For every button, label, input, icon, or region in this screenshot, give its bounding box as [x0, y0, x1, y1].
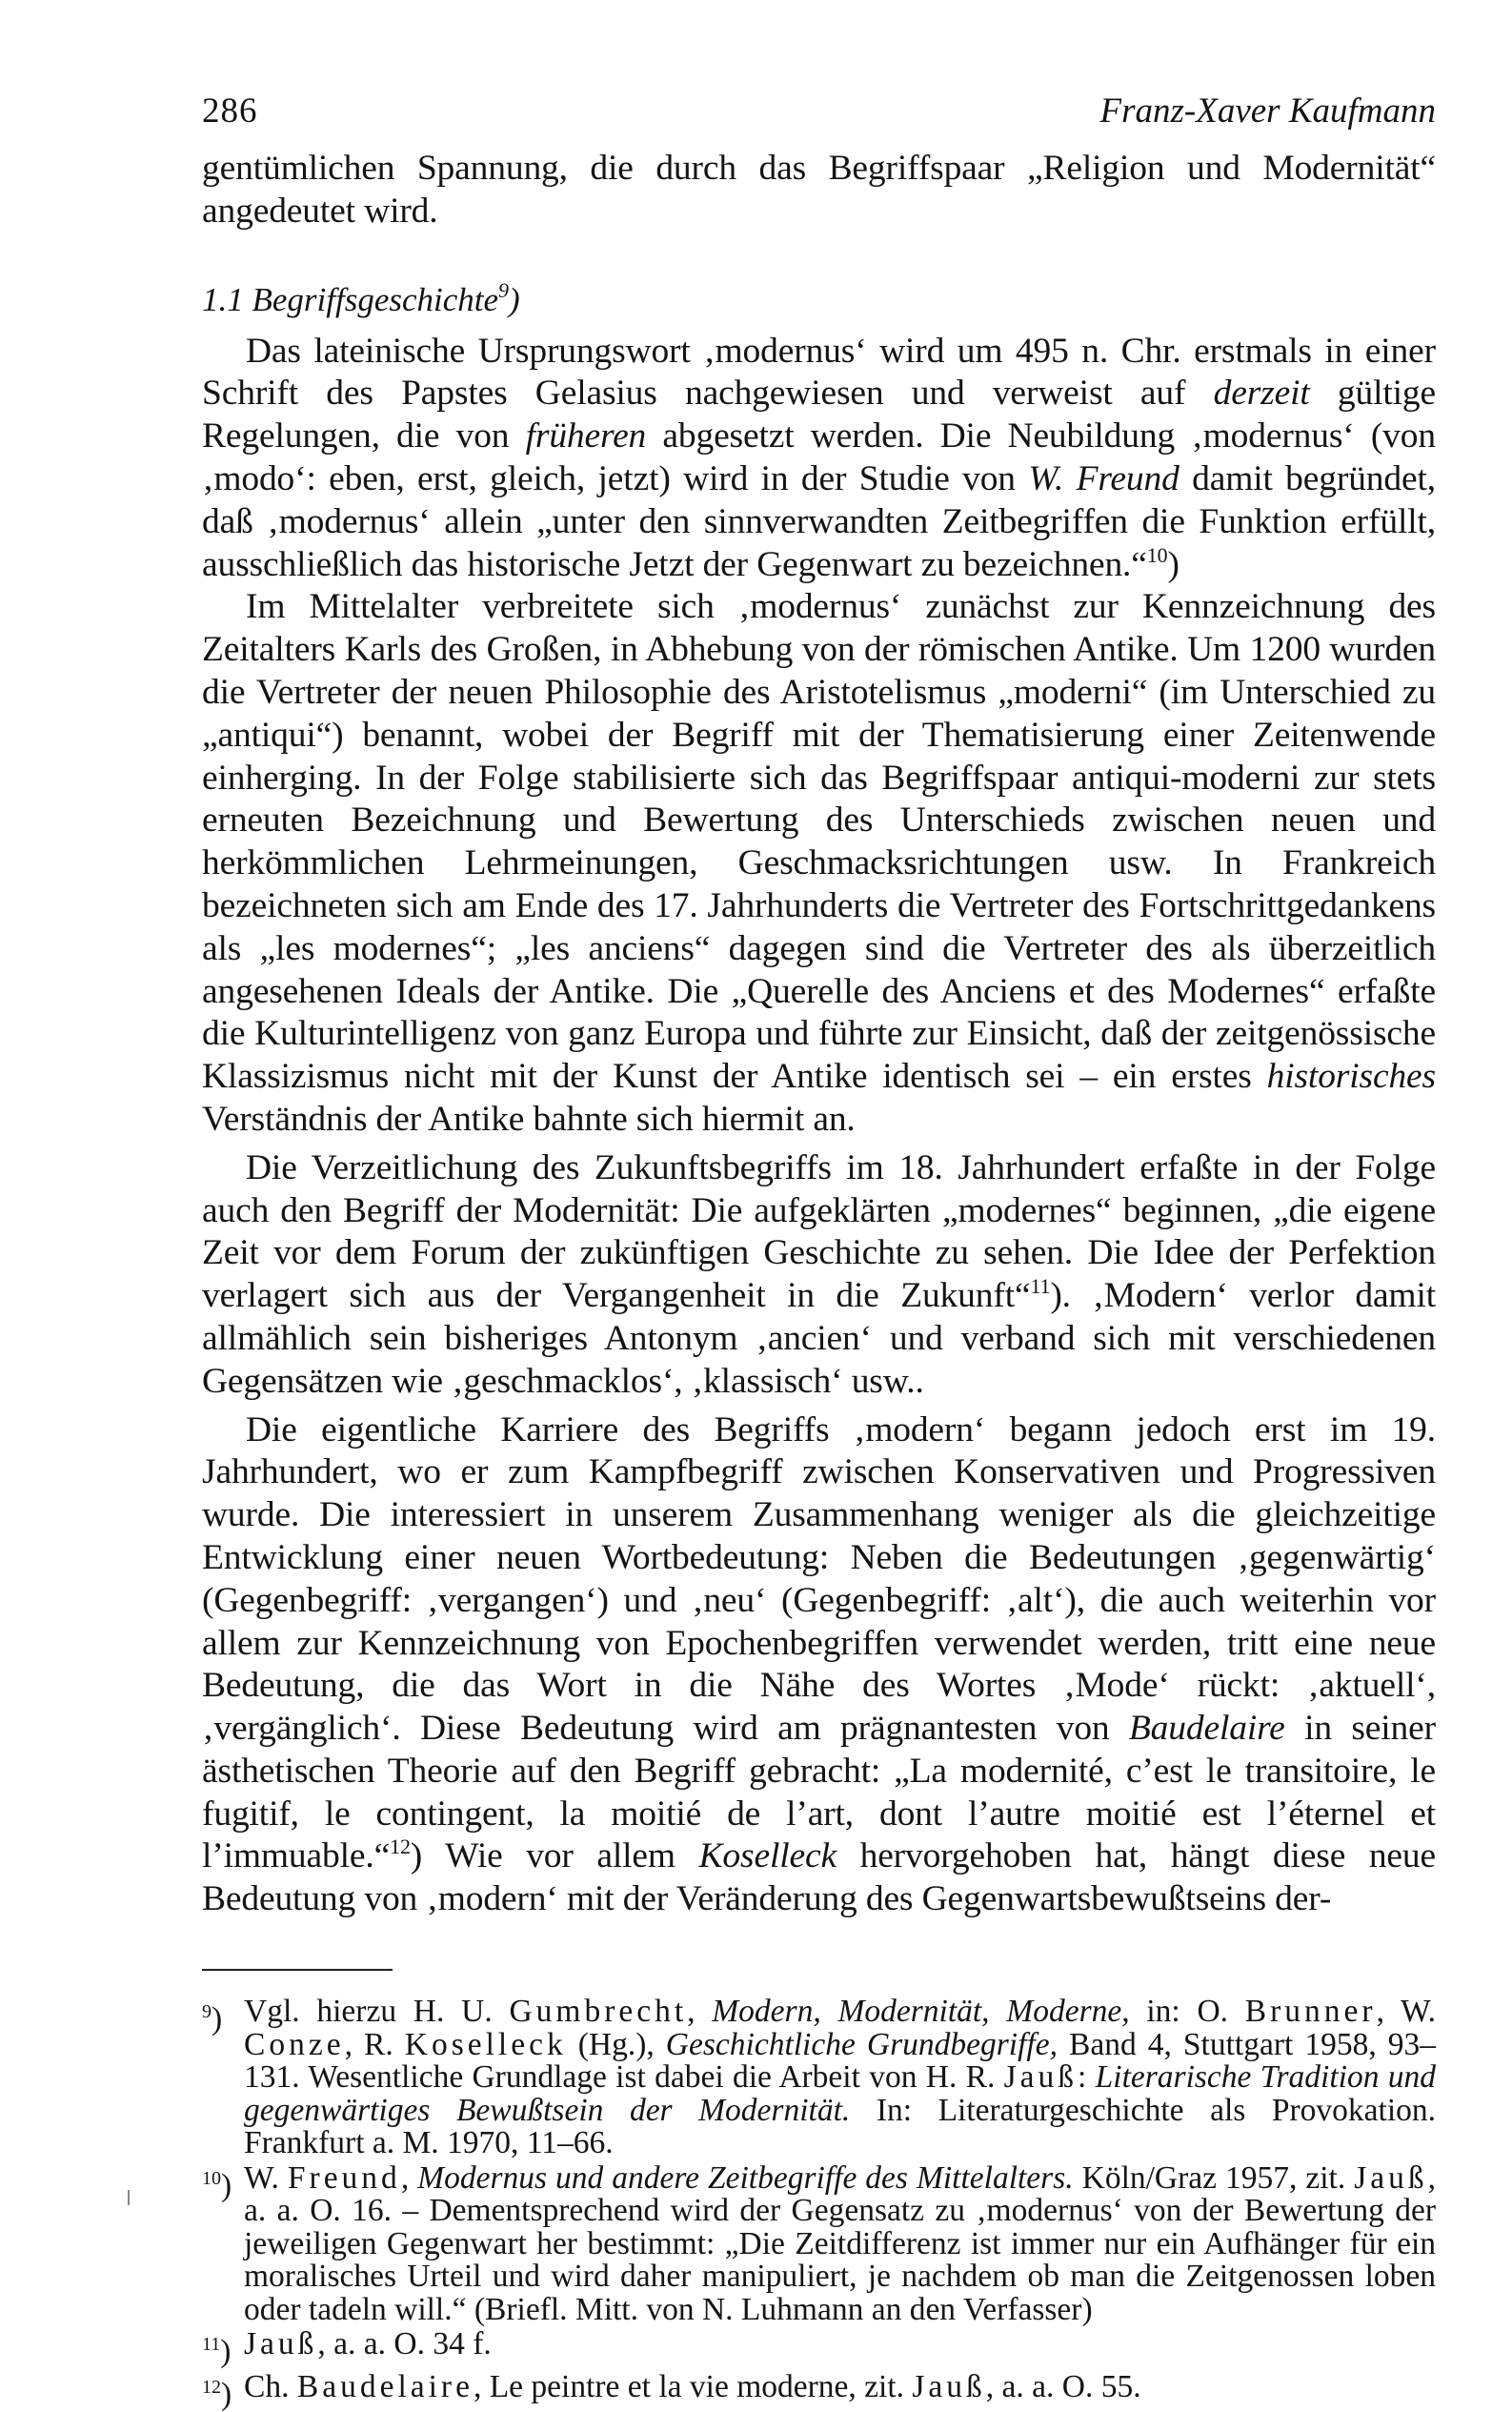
paragraph-1 [202, 331, 1436, 587]
author-name: Jauß [912, 2368, 986, 2404]
work-title: Geschichtliche Grundbegriffe, [665, 2026, 1058, 2062]
body-text [202, 148, 1436, 1921]
text-run: (Hg.), [566, 2026, 666, 2062]
text-run: Ch. [244, 2368, 297, 2404]
footnote-ref-10: 10 [1146, 542, 1168, 567]
paragraph-2 [202, 586, 1436, 1141]
footnote-10 [202, 2159, 1436, 2327]
text-run: Das lateinische Ursprungswort ‚modernus‘ wird um 495 n. Chr. erstmals in einer Schrift des Papstes Gelasius nachgewiesen und verweist auf [202, 331, 1436, 414]
section-heading: 1.1 Begriffsgeschichte$^9$) [202, 277, 520, 318]
text-run: , R. [344, 2026, 405, 2062]
footnote-divider [202, 1969, 393, 1971]
text-run: ) [1167, 544, 1179, 584]
footnote-text [244, 1996, 1436, 2160]
text-run: : [1078, 2059, 1096, 2096]
text-run: Verständnis der Antike bahnte sich hiermit an. [202, 1099, 856, 1139]
text-run: ) Wie vor allem [410, 1836, 699, 1876]
author-name: Jauß [1354, 2159, 1428, 2196]
footnote-11 [202, 2328, 1436, 2369]
footnote-12 [202, 2368, 1436, 2412]
text-run: , a. a. O. 16. – Dementsprechend wird der Gegensatz zu ‚modernus‘ von der Bewertung der jeweiligen Gegenwart her bestimmt: „Die Zeitdifferenz ist immer nur ein Aufhänger für ein moralisches Urteil und wird daher manipuliert, je nachdem ob man die Zeitgenossen loben oder tadeln will.“ (Briefl. Mitt. von N. Luhmann an den Verfasser) [244, 2159, 1436, 2327]
author-name: Baudelaire [1128, 1709, 1285, 1749]
text-run: damit begründet, daß ‚modernus‘ allein „unter den sinnverwandten Zeitbegriffen die Funktion erfüllt, ausschließlich das historische Jetzt der Gegenwart zu bezeichnen.“ [202, 458, 1436, 584]
author-name: Koselleck [698, 1836, 837, 1876]
author-name: Brunner [1244, 1994, 1377, 2030]
footnote-number: 11 [202, 2334, 221, 2356]
author-name: W. Freund [1028, 458, 1179, 498]
running-head: Franz-Xaver Kaufmann [1099, 91, 1436, 131]
text-run: Die eigentliche Karriere des Begriffs ‚modern‘ begann jedoch erst im 19. Jahrhundert, wo er zum Kampfbegriff zwischen Konservativen und Progressiven wurde. Die interessiert in unserem Zusammenhang weniger als die gleichzeitige Entwicklung einer neuen Wortbedeutung: Neben die Bedeutungen ‚gegenwärtig‘ (Gegenbegriff: ‚vergangen‘) und ‚neu‘ (Gegenbegriff: ‚alt‘), die auch weiterhin vor allem zur Kennzeichnung von Epochenbegriffen verwendet werden, tritt eine neue Bedeutung, die das Wort in die Nähe des Wortes ‚Mode‘ rückt: ‚aktuell‘, ‚vergänglich‘. Diese Bedeutung wird am prägnantesten von [202, 1409, 1436, 1749]
footnote-9 [202, 1996, 1436, 2160]
text-run: Vgl. hierzu H. U. [244, 1994, 510, 2030]
author-name: Koselleck [404, 2026, 567, 2062]
emphasis: früheren [525, 416, 647, 456]
text-run: W. [244, 2159, 288, 2196]
author-name: Gumbrecht [509, 1994, 688, 2030]
text-run: in seiner ästhetischen Theorie auf den Begriff gebracht: „La modernité, c’est le transitoire, le fugitif, le contingent, la moitié de l’art, dont l’autre moitié est l’éternel et l’immuable.“ [202, 1709, 1436, 1876]
paragraph-text: gentümlichen Spannung, die durch das Begriffspaar „Religion und Modernität“ angedeutet wird. [202, 149, 1436, 231]
emphasis: historisches [1266, 1057, 1436, 1097]
footnote-mark: $^{12}$) [202, 2376, 232, 2412]
text-run: hervorgehoben hat, hängt diese neue Bedeutung von ‚modern‘ mit der Veränderung des Gegenwartsbewußtseins der- [202, 1836, 1437, 1919]
footnote-text [244, 2159, 1436, 2327]
text-run: , W. [1376, 1994, 1436, 2030]
footnote-mark: $^{11}$) [202, 2334, 232, 2370]
text-run: , Le peintre et la vie moderne, zit. [473, 2368, 913, 2404]
paragraph-3 [202, 1147, 1436, 1404]
text-run: in: O. [1129, 1994, 1245, 2030]
work-title: Modernus und andere Zeitbegriffe des Mittelalters. [417, 2159, 1074, 2196]
paragraph-continuation [202, 148, 1436, 233]
author-name: Jauß [1003, 2059, 1079, 2096]
text-run: , a. a. O. 34 f. [317, 2326, 492, 2362]
footnote-mark: $^{10}$) [202, 2167, 232, 2203]
text-run: ). ‚Modern‘ verlor damit allmählich sein bisheriges Antonym ‚ancien‘ und verband sich mit verschiedenen Gegensätzen wie ‚geschmacklos‘, ‚klassisch‘ usw.. [202, 1276, 1436, 1401]
work-title: Literarische Tradition und gegenwärtiges Bewußtsein der Modernität. [244, 2059, 1436, 2128]
page-number: 286 [202, 91, 258, 131]
footnote-text [244, 2368, 1436, 2404]
footnote-ref-11: 11 [1030, 1274, 1051, 1299]
author-name: Freund [287, 2159, 401, 2196]
book-page [202, 91, 1436, 2411]
text-run: gültige Regelungen, die von [202, 374, 1436, 456]
text-run: , [400, 2159, 418, 2196]
author-name: Conze [244, 2026, 345, 2062]
text-run: Band 4, Stuttgart 1958, 93–131. Wesentliche Grundlage ist dabei die Arbeit von H. R. [244, 2026, 1436, 2096]
paragraph-4 [202, 1409, 1436, 1922]
author-name: Baudelaire [296, 2368, 474, 2404]
footnote-number: 12 [202, 2376, 221, 2398]
text-run: , [687, 1994, 713, 2030]
section-number: 1.1 [202, 280, 244, 318]
emphasis: derzeit [1213, 374, 1310, 414]
section-title: Begriffsgeschichte [252, 280, 499, 318]
footnote-mark: $^9$) [202, 2001, 223, 2037]
footnote-number: 10 [202, 2167, 221, 2189]
footnote-text [244, 2328, 1436, 2361]
text-run: In: Literaturgeschichte als Provokation. Frankfurt a. M. 1970, 11–66. [244, 2092, 1436, 2161]
footnote-ref-9: 9 [498, 277, 510, 302]
text-run: Die Verzeitlichung des Zukunftsbegriffs im 18. Jahrhundert erfaßte in der Folge auch den Begriff der Modernität: Die aufgeklärten „modernes“ beginnen, „die eigene Zeit vor dem Forum der zukünftigen Geschichte zu sehen. Die Idee der Perfektion verlagert sich aus der Vergangenheit in die Zukunft“ [202, 1147, 1436, 1316]
footnotes [202, 1996, 1436, 2411]
footnote-number: 9 [202, 2001, 212, 2023]
footnote-ref-12: 12 [390, 1834, 411, 1859]
text-run: abgesetzt werden. Die Neubildung ‚modernus‘ (von ‚modo‘: eben, erst, gleich, jetzt) wird in der Studie von [202, 416, 1436, 498]
author-name: Jauß [244, 2326, 318, 2362]
work-title: Modern, Modernität, Moderne, [712, 1994, 1130, 2030]
scan-artifact-mark [128, 2190, 130, 2205]
text-run: Köln/Graz 1957, zit. [1073, 2159, 1355, 2196]
page-header [202, 91, 1436, 148]
text-run: , a. a. O. 55. [985, 2368, 1141, 2404]
text-run: Im Mittelalter verbreitete sich ‚modernus‘ zunächst zur Kennzeichnung des Zeitalters Karls des Großen, in Abhebung von der römischen Antike. Um 1200 wurden die Vertreter der neuen Philosophie des Aristotelismus „moderni“ (im Unterschied zu „antiqui“) benannt, wobei der Begriff mit der Thematisierung einer Zeitenwende einherging. In der Folge stabilisierte sich das Begriffspaar antiqui-moderni zur stets erneuten Bezeichnung und Bewertung des Unterschieds zwischen neuen und herkömmlichen Lehrmeinungen, Geschmacksrichtungen usw. In Frankreich bezeichneten sich am Ende des 17. Jahrhunderts die Vertreter des Fortschrittgedankens als „les modernes“; „les anciens“ dagegen sind die Vertreter des als überzeitlich angesehenen Ideals der Antike. Die „Querelle des Anciens et des Modernes“ erfaßte die Kulturintelligenz von ganz Europa und führte zur Einsicht, daß der zeitgenössische Klassizismus nicht mit der Kunst der Antike identisch sei – ein erstes [202, 587, 1436, 1097]
